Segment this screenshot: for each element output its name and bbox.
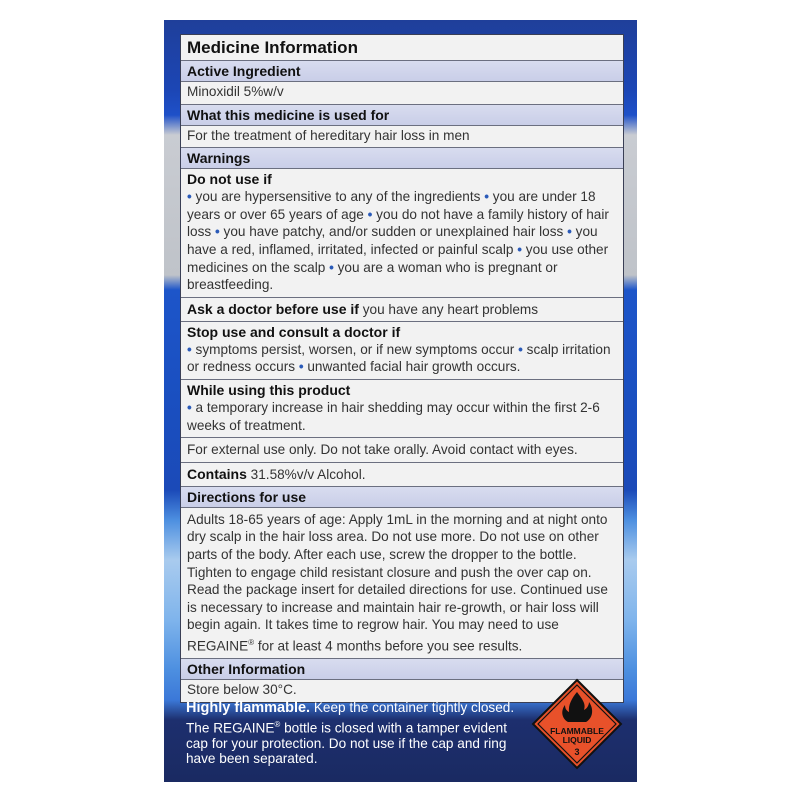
hazard-line1: FLAMMABLE <box>550 726 604 736</box>
bullet-icon: • <box>329 259 334 275</box>
bullet-icon: • <box>298 359 304 375</box>
stop-use-item: symptoms persist, worsen, or if new symptoms occur <box>195 341 515 357</box>
directions-text <box>181 508 623 659</box>
directions-heading: Directions for use <box>181 487 623 508</box>
do-not-use-text <box>181 187 623 297</box>
flammable-bold: Highly flammable. <box>186 700 311 716</box>
used-for-text: For the treatment of hereditary hair loss in men <box>181 126 623 149</box>
flammable-warning <box>186 700 526 767</box>
flammable-text-part: Keep the container tightly closed. The REGAINE <box>186 700 515 736</box>
bullet-icon: • <box>187 341 192 357</box>
do-not-use-item: you have a red, inflamed, irritated, infected or painful scalp <box>187 224 598 257</box>
bullet-icon: • <box>518 341 523 357</box>
bullet-icon: • <box>367 206 373 222</box>
flammable-liquid-icon <box>531 678 623 770</box>
ask-doctor-row <box>181 298 623 322</box>
do-not-use-item: you are a woman who is pregnant or breastfeeding. <box>187 259 558 293</box>
flammable-text-part: bottle is closed with a tamper evident cap for your protection. Do not use if the cap and ring have been separated. <box>186 720 507 767</box>
bullet-icon: • <box>484 189 489 205</box>
directions-text-part: Adults 18-65 years of age: Apply 1mL in the morning and at night onto dry scalp in the hair loss area. Do not use more. Do not use on other parts of the body. After each use, screw the dropper to the bottle. Tighten to engage child resistant closure and push the over cap on. Read the package insert for detailed directions for use. Continued use is necessary to increase and maintain hair re-growth, or hair loss will begin again. It takes time to regrow hair. You may need to use REGAINE <box>187 511 608 654</box>
active-ingredient-text: Minoxidil 5%w/v <box>181 82 623 105</box>
other-info-text: Store below 30°C. <box>187 682 297 697</box>
other-info-heading: Other Information <box>181 659 623 680</box>
hazard-line2: LIQUID <box>562 735 592 745</box>
while-using-block <box>181 380 623 438</box>
bullet-icon: • <box>517 241 522 257</box>
do-not-use-item: you do not have a family history of hair loss <box>187 206 609 240</box>
do-not-use-heading: Do not use if <box>187 171 272 188</box>
do-not-use-item: you are hypersensitive to any of the ingredients <box>195 189 481 205</box>
bullet-icon: • <box>187 189 192 205</box>
bullet-icon: • <box>567 224 572 240</box>
active-ingredient-heading: Active Ingredient <box>181 61 623 82</box>
panel-title: Medicine Information <box>181 35 623 61</box>
stop-use-heading: Stop use and consult a doctor if <box>187 323 401 340</box>
ask-doctor-text: you have any heart problems <box>358 301 539 317</box>
while-using-heading: While using this product <box>187 381 351 398</box>
bullet-icon: • <box>187 399 192 415</box>
stop-use-item: scalp irritation or redness occurs <box>187 341 611 375</box>
external-use-text: For external use only. Do not take orally. Avoid contact with eyes. <box>181 438 623 463</box>
while-using-text <box>181 398 623 437</box>
hazard-class-number: 3 <box>574 747 580 757</box>
ask-doctor-label: Ask a doctor before use if <box>187 300 359 317</box>
registered-mark: ® <box>248 637 255 647</box>
do-not-use-item: you have patchy, and/or sudden or unexplained hair loss <box>223 224 564 240</box>
contains-label: Contains <box>187 465 247 482</box>
do-not-use-item: you use other medicines on the scalp <box>187 241 609 275</box>
contains-row <box>181 463 623 487</box>
directions-text-part: for at least 4 months before you see results. <box>254 638 523 654</box>
contains-text: 31.58%v/v Alcohol. <box>246 466 366 482</box>
while-using-item: a temporary increase in hair shedding may occur within the first 2-6 weeks of treatment. <box>187 399 600 433</box>
registered-mark: ® <box>274 719 281 729</box>
used-for-heading: What this medicine is used for <box>181 105 623 126</box>
do-not-use-block <box>181 169 623 298</box>
warnings-heading: Warnings <box>181 148 623 169</box>
stop-use-block <box>181 322 623 380</box>
stop-use-text <box>181 340 623 379</box>
bullet-icon: • <box>214 224 220 240</box>
do-not-use-item: you are under 18 years or over 65 years of age <box>187 189 596 222</box>
medicine-info-panel <box>180 34 624 703</box>
stop-use-item: unwanted facial hair growth occurs. <box>307 359 521 375</box>
